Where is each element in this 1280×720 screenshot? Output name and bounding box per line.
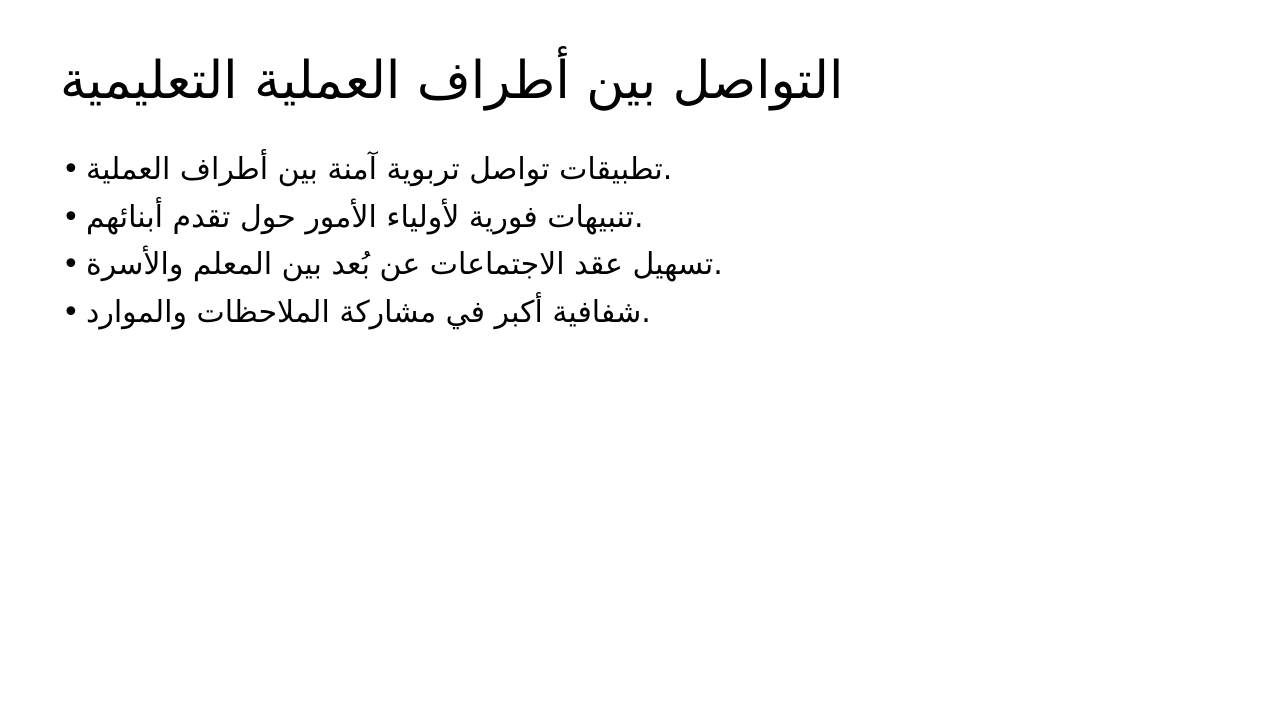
bullet-marker: • <box>62 294 80 330</box>
bullet-item <box>62 241 723 289</box>
bullet-item <box>62 289 723 337</box>
bullet-marker: • <box>62 199 80 235</box>
bullet-item <box>62 146 723 194</box>
bullet-list <box>62 146 723 336</box>
bullet-text: تسهيل عقد الاجتماعات عن بُعد بين المعلم والأسرة. <box>86 247 723 283</box>
bullet-marker: • <box>62 247 80 283</box>
bullet-text: شفافية أكبر في مشاركة الملاحظات والموارد. <box>86 294 651 330</box>
slide-title: التواصل بين أطراف العملية التعليمية <box>60 51 844 111</box>
bullet-item <box>62 194 723 242</box>
bullet-marker: • <box>62 152 80 187</box>
bullet-text: تطبيقات تواصل تربوية آمنة بين أطراف العملية. <box>86 152 673 187</box>
bullet-text: تنبيهات فورية لأولياء الأمور حول تقدم أبنائهم. <box>86 199 644 235</box>
